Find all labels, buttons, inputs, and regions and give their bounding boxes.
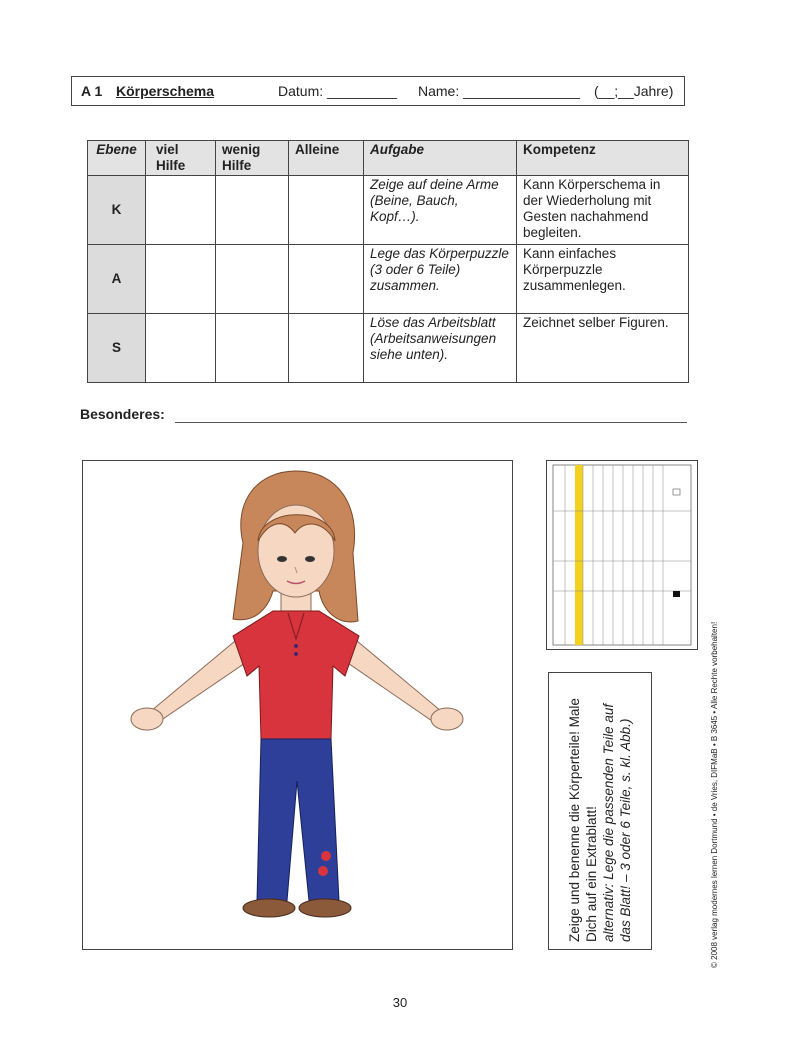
instruction-main: Zeige und benenne die Körperteile! Male Dich auf ein Extrablatt! — [567, 698, 599, 942]
name-field: Name: _______________ — [418, 83, 580, 99]
col-header-kompetenz: Kompetenz — [517, 141, 689, 176]
page-number: 30 — [392, 995, 408, 1010]
task-cell: Zeige auf deine Arme (Beine, Bauch, Kopf…). — [364, 176, 517, 245]
check-cell-viel[interactable] — [146, 176, 216, 245]
worksheet-thumbnail — [546, 460, 698, 650]
girl-illustration-frame — [82, 460, 513, 950]
check-cell-viel[interactable] — [146, 245, 216, 314]
besonderes-line[interactable] — [175, 422, 687, 423]
table-row — [88, 176, 689, 245]
girl-illustration — [83, 461, 512, 949]
col-header-aufgabe: Aufgabe — [364, 141, 517, 176]
level-cell: A — [88, 245, 146, 314]
copyright-note: © 2008 verlag modernes lernen Dortmund • de Vries, DIFMaB • B 3645 • Alle Rechte vorbehalten! — [710, 621, 719, 968]
assessment-table — [87, 140, 689, 383]
col-header-alleine: Alleine — [289, 141, 364, 176]
check-cell-wenig[interactable] — [216, 314, 289, 383]
worksheet-thumbnail-image — [547, 461, 697, 649]
task-cell: Lege das Körperpuzzle (3 oder 6 Teile) zusammen. — [364, 245, 517, 314]
instruction-box — [548, 672, 652, 950]
date-field: Datum: _________ — [278, 83, 398, 99]
competence-cell: Kann Körperschema in der Wiederholung mit Gesten nachahmend begleiten. — [517, 176, 689, 245]
check-cell-alleine[interactable] — [289, 176, 364, 245]
task-cell: Löse das Arbeitsblatt (Arbeitsanweisungen siehe unten). — [364, 314, 517, 383]
sheet-code: A 1 — [81, 83, 103, 99]
competence-cell: Zeichnet selber Figuren. — [517, 314, 689, 383]
instruction-alternative: alternativ: Lege die passenden Teile auf das Blatt! – 3 oder 6 Teile, s. kl. Abb.) — [601, 703, 633, 942]
check-cell-viel[interactable] — [146, 314, 216, 383]
col-header-wenig-hilfe: wenig Hilfe — [216, 141, 289, 176]
table-header-row — [88, 141, 689, 176]
level-cell: S — [88, 314, 146, 383]
instruction-text — [566, 680, 634, 942]
col-header-ebene: Ebene — [88, 141, 146, 176]
sheet-title: Körperschema — [116, 83, 215, 99]
col-header-viel-hilfe: viel Hilfe — [146, 141, 216, 176]
check-cell-wenig[interactable] — [216, 245, 289, 314]
level-cell: K — [88, 176, 146, 245]
check-cell-wenig[interactable] — [216, 176, 289, 245]
competence-cell: Kann einfaches Körperpuzzle zusammenlegen. — [517, 245, 689, 314]
header-box — [71, 76, 685, 106]
age-field: (__;__Jahre) — [594, 83, 674, 99]
table-row — [88, 245, 689, 314]
table-row — [88, 314, 689, 383]
check-cell-alleine[interactable] — [289, 245, 364, 314]
besonderes-label: Besonderes: — [80, 406, 165, 422]
check-cell-alleine[interactable] — [289, 314, 364, 383]
